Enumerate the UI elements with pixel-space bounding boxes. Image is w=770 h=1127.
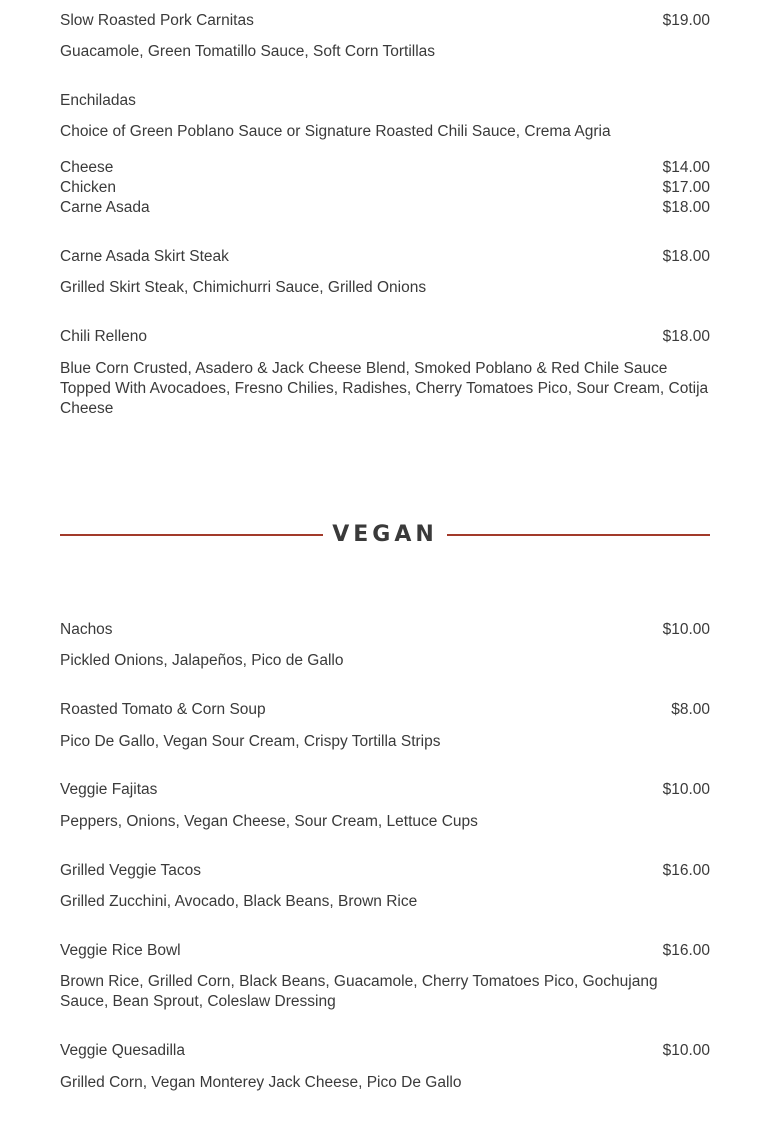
variant-name: Chicken — [60, 179, 116, 196]
variant-name: Carne Asada — [60, 199, 150, 216]
item-description: Blue Corn Crusted, Asadero & Jack Cheese Blend, Smoked Poblano & Red Chile Sauce Topped With Avocadoes, Fresno Chilies, Radishes, Cherry Tomatoes Pico, Sour Cream, Cotija Cheese — [60, 360, 709, 417]
menu-item — [60, 780, 710, 832]
item-price: $10.00 — [662, 781, 710, 798]
menu-item — [60, 941, 710, 1012]
variant-name: Cheese — [60, 159, 114, 176]
item-price: $10.00 — [662, 621, 710, 638]
menu-item — [60, 700, 710, 752]
variant-row — [60, 158, 710, 178]
item-description: Grilled Corn, Vegan Monterey Jack Cheese, Pico De Gallo — [60, 1074, 462, 1091]
variant-row — [60, 178, 710, 198]
item-description: Pickled Onions, Jalapeños, Pico de Gallo — [60, 652, 344, 669]
item-name: Veggie Fajitas — [60, 781, 158, 798]
section-title: VEGAN — [332, 522, 438, 547]
item-price: $18.00 — [662, 248, 710, 265]
item-price: $16.00 — [662, 942, 710, 959]
menu-item — [60, 1041, 710, 1093]
item-description: Pico De Gallo, Vegan Sour Cream, Crispy Tortilla Strips — [60, 733, 441, 750]
item-name: Veggie Quesadilla — [60, 1042, 185, 1059]
menu-item — [60, 11, 710, 62]
heading-rule-left — [60, 534, 323, 536]
item-name: Veggie Rice Bowl — [60, 942, 181, 959]
item-name: Nachos — [60, 621, 113, 638]
variant-price: $18.00 — [662, 199, 710, 216]
item-name: Roasted Tomato & Corn Soup — [60, 701, 266, 718]
menu-item — [60, 861, 710, 912]
menu-item — [60, 91, 710, 142]
item-description: Brown Rice, Grilled Corn, Black Beans, Guacamole, Cherry Tomatoes Pico, Gochujang Sauce, Bean Sprout, Coleslaw Dressing — [60, 973, 658, 1010]
variant-row — [60, 198, 710, 218]
item-name: Grilled Veggie Tacos — [60, 862, 202, 879]
item-name: Slow Roasted Pork Carnitas — [60, 12, 254, 29]
menu-item — [60, 327, 710, 419]
item-name: Carne Asada Skirt Steak — [60, 248, 229, 265]
item-description: Grilled Skirt Steak, Chimichurri Sauce, Grilled Onions — [60, 279, 427, 296]
menu-item — [60, 620, 710, 671]
item-name: Enchiladas — [60, 92, 136, 109]
heading-rule-right — [447, 534, 710, 536]
item-price: $18.00 — [662, 328, 710, 345]
item-price: $8.00 — [671, 701, 710, 718]
item-description: Grilled Zucchini, Avocado, Black Beans, Brown Rice — [60, 893, 418, 910]
section-heading — [60, 519, 710, 551]
variant-price: $14.00 — [662, 159, 710, 176]
item-description: Peppers, Onions, Vegan Cheese, Sour Cream, Lettuce Cups — [60, 813, 478, 830]
item-description: Guacamole, Green Tomatillo Sauce, Soft Corn Tortillas — [60, 43, 436, 60]
item-description: Choice of Green Poblano Sauce or Signature Roasted Chili Sauce, Crema Agria — [60, 123, 611, 140]
item-name: Chili Relleno — [60, 328, 148, 345]
enchilada-variants — [60, 158, 710, 218]
item-price: $16.00 — [662, 862, 710, 879]
menu-item — [60, 247, 710, 298]
variant-price: $17.00 — [662, 179, 710, 196]
item-price: $19.00 — [662, 12, 710, 29]
item-price: $10.00 — [662, 1042, 710, 1059]
